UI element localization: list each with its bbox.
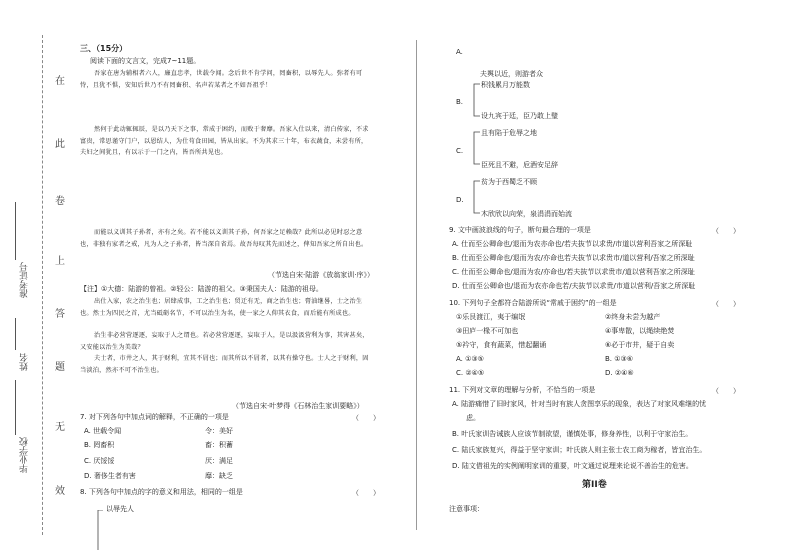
- q7-option-a-gloss: 令：美好: [205, 427, 233, 435]
- q11-option-c[interactable]: C. 陆氏家族复兴，得益于坚守家训；叶氏族人则主张士农工商为稼者，皆宜治生。: [452, 446, 707, 454]
- question-9: 9. 文中画波浪线的句子，断句最合理的一项是: [449, 226, 591, 234]
- passage-paragraph: 而能以义训其子孙者，亦有之矣。若不能以义训其子孙，何吾家之足赖哉？此所以必见时忍之意也，非独有家者之戒，凡为人之子孙者，皆当深自省焉。故吾每叹其先而述之，俾知吾家之所自出也。: [80, 229, 368, 248]
- part-two-heading: 第II卷: [582, 480, 607, 490]
- q10-option-b[interactable]: B. ①③⑥: [605, 355, 634, 363]
- name-label: 姓名: [20, 353, 30, 371]
- q8-label-b[interactable]: B.: [456, 98, 464, 106]
- q7-option-a[interactable]: A. 世载令闻: [84, 427, 122, 435]
- q8-c-top: 且有陷于危辱之地: [481, 129, 537, 137]
- binding-char: 此: [55, 139, 65, 150]
- q10-item: ⑥必于市井，疑于自卖: [605, 341, 675, 349]
- q10-item: ④事卑散，以绳续绝焚: [605, 327, 675, 335]
- note-text: ①大德：陆游的曾祖。②轻公：陆游的祖父。③秉国夫人：陆游的祖母。: [101, 285, 323, 293]
- answer-paren[interactable]: （ ）: [712, 300, 740, 308]
- answer-paren[interactable]: （ ）: [352, 414, 380, 422]
- q9-option-d[interactable]: D. 仕而至公卿命也/退而为农亦命也若/夫抜节以求贵/市道以营利/吾家之所深耻: [452, 282, 696, 290]
- section-heading: 三、（15分）: [80, 44, 128, 53]
- reading-instruction: 阅读下面的文言文，完成7~11题。: [90, 57, 201, 65]
- q11-option-a[interactable]: A. 陆游痛惜了旧时家风，针对当时有族人贪图享乐的现象，表达了对家风难继的忧: [452, 400, 707, 408]
- binding-char: 上: [55, 256, 65, 267]
- passage-paragraph: 然何于此动辄辄辰，是以乃天下之事，常成于困约，而败于奢靡。吾家入仕以来，清白传家，不求富贵，常思谨守门户，以恩结人，为仕苟食田园，皆从出家。不为其求三十年，布衣蔬食，未尝有所，夫妇之间犹且，有以示于一门之内，皆吾所共见也。: [80, 126, 369, 156]
- q10-option-a[interactable]: A. ①③⑤: [456, 355, 484, 363]
- q10-item: ⑤衿守，食有蔬菜，惜起翻诵: [456, 341, 547, 349]
- binding-char: 答: [55, 309, 65, 320]
- q10-item: ①乐艮渡江，夷于编氓: [456, 313, 526, 321]
- note-label: 【注】: [80, 285, 101, 293]
- binding-char: 效: [55, 486, 65, 497]
- question-10: 10. 下列句子全都符合陆游所说“常戚于困约”的一组是: [449, 299, 617, 307]
- exam-number-label: 准考证号: [20, 262, 30, 298]
- binding-char: 题: [55, 362, 65, 373]
- q9-option-b[interactable]: B. 仕而至公卿命也/退而为农/亦命也若夫抜节以求贵市/道以营利/吾家之所深耻: [452, 254, 695, 262]
- q8-b-bottom: 设九宾于廷，臣乃敢上璧: [481, 112, 558, 120]
- column-divider: [416, 40, 417, 530]
- binding-char: 无: [55, 422, 65, 433]
- answer-paren[interactable]: （ ）: [712, 387, 740, 395]
- q11-option-b[interactable]: B. 叶氏家训告诫族人应该节制欲望，谨慎处事，修身养性，以利于守家治生。: [452, 430, 693, 438]
- q7-option-b[interactable]: B. 罔畜积: [84, 441, 115, 449]
- q11-option-d[interactable]: D. 陆文借祖先的实例阐明家训的重要，叶文通过说理来论说不善治生的危害。: [452, 462, 693, 470]
- question-8: 8. 下列各句中加点的字的意义和用法，相同的一组是: [80, 488, 243, 496]
- q10-item: ②终身未尝为越产: [605, 313, 661, 321]
- q7-option-d[interactable]: D. 奢侈生者有害: [84, 472, 136, 480]
- passage-paragraph: 出仕入家，农之治生也；居肆成事，工之治生也；贸迁有无，商之治生也；膏油继晷，士之治生也。然士为四民之首，尤当砥砺名节，不可以治生为名，使一家之人仰其衣食，而后能有所成也。: [80, 298, 363, 317]
- passage-paragraph: 吾家在唐为辅相者六人，廉直忠孝，世载令闻。念后世不肯学问，罔畜积，以辱先人。弥者有可恃，且犹不惧，安知后世乃不有罔畜积、名声若某者之不如吾祖乎！: [80, 70, 363, 89]
- q9-option-a[interactable]: A. 仕而至公卿命也/退而为农亦命也/若夫抜节以求贵/市道以营利吾家之所深耻: [452, 240, 693, 248]
- q8-label-a[interactable]: A.: [456, 48, 463, 56]
- q8-label-c[interactable]: C.: [456, 147, 464, 155]
- question-11: 11. 下列对文章的理解与分析，不恰当的一项是: [449, 386, 596, 394]
- binding-char: 卷: [55, 196, 65, 207]
- passage-paragraph: 夫士者，市井之人，其于财利，宜其不屑也；而其所以不屑者，以其有操守也。士人之于财利，固当淡泊，然亦不可不治生也。: [80, 355, 369, 374]
- q7-option-b-gloss: 畜：积蓄: [205, 441, 233, 449]
- notes-label: 注意事项：: [449, 505, 484, 513]
- q8-d-top: 贫为于西蜀乏不顾: [481, 178, 537, 186]
- q8-label-d[interactable]: D.: [456, 196, 464, 204]
- q9-option-c[interactable]: C. 仕而至公卿命也/退而为农/亦命也/若夫抜节以求贵市/道以营利吾家之所深耻: [452, 268, 695, 276]
- q8-b-top: 积钱累月万能数: [481, 81, 530, 89]
- q10-item: ③田庐一椽不可加也: [456, 327, 519, 335]
- q10-option-c[interactable]: C. ②④⑤: [456, 369, 485, 377]
- q7-option-c[interactable]: C. 厌馁馁: [84, 457, 115, 465]
- q7-option-c-gloss: 厌：满足: [205, 457, 233, 465]
- blank-line: [15, 318, 16, 350]
- passage-paragraph: 治生非必营营逐逐，妄取于人之谓也。若必营营逐逐，妄取于人，是以汲汲营利为事，其害甚矣，又安能以治生为美哉？: [80, 332, 369, 351]
- blank-line: [15, 380, 16, 435]
- binding-dashed-line: [42, 35, 43, 535]
- q8-a-top: 以辱先人: [106, 505, 134, 513]
- answer-paren[interactable]: （ ）: [352, 489, 380, 497]
- school-label: 毕业学校: [20, 437, 30, 473]
- answer-paren[interactable]: （ ）: [712, 227, 740, 235]
- bracket: [96, 510, 104, 550]
- question-7: 7. 对下列各句中加点词的解释，不正确的一项是: [80, 413, 229, 421]
- q8-a-bottom: 夫舆以近，则游者众: [480, 70, 543, 78]
- q7-option-d-gloss: 靡：缺乏: [205, 472, 233, 480]
- q10-option-d[interactable]: D. ②④⑥: [605, 369, 634, 377]
- binding-char: 在: [55, 76, 65, 87]
- blank-line: [15, 202, 16, 260]
- source-citation: （节选自宋·叶梦得《石林治生家训要略》）: [232, 402, 364, 410]
- q8-c-bottom: 臣死且不避，卮酒安足辞: [481, 161, 558, 169]
- q8-d-bottom: 木欣欣以向荣，泉涓涓而始流: [481, 210, 572, 218]
- source-citation: （节选自宋·陆游《放翁家训·序》）: [268, 271, 374, 279]
- q11-option-a-cont: 虑。: [466, 414, 480, 422]
